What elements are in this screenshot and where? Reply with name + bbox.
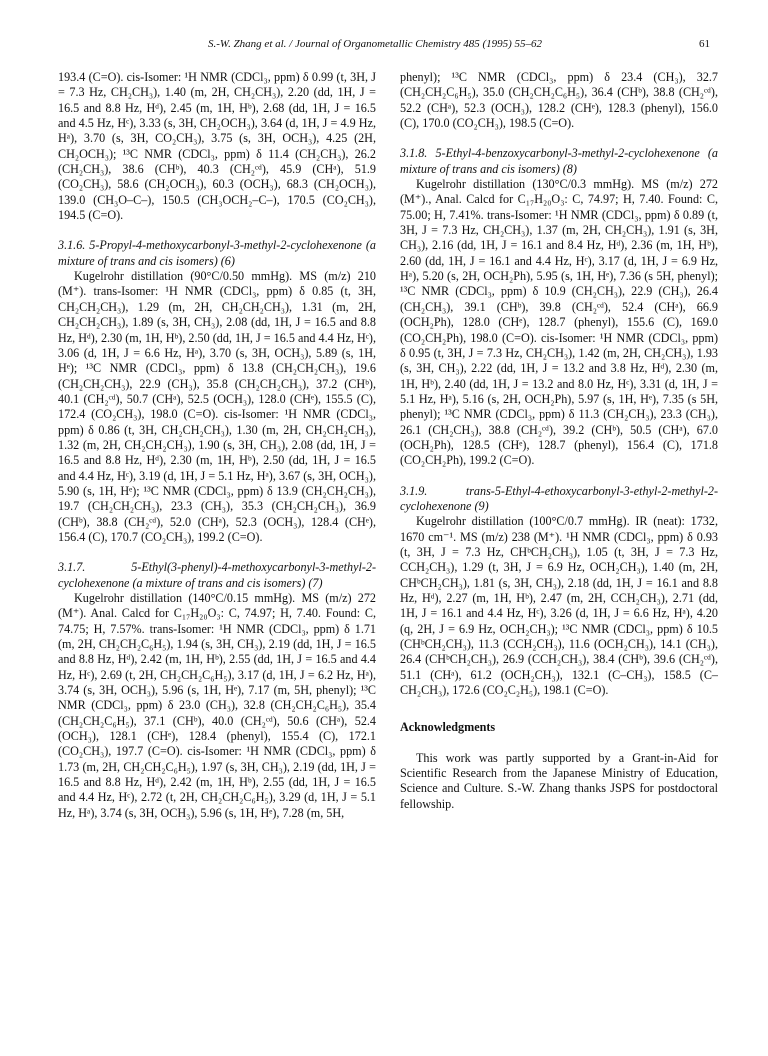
acknowledgments-text: This work was partly supported by a Grant-in-Aid for Scientific Research from the Japanese Ministry of Education, Science and Culture. S.-W. Zhang thanks JSPS for postdoctoral fellowship. (400, 750, 718, 811)
page-number: 61 (699, 38, 710, 50)
section-heading-3-1-6: 3.1.6. 5-Propyl-4-methoxycarbonyl-3-methyl-2-cyclohexenone (a mixture of trans and cis isomers) (6) (58, 238, 376, 268)
paragraph-compound-9-data: Kugelrohr distillation (100°C/0.7 mmHg). IR (neat): 1732, 1670 cm⁻¹. MS (m/z) 238 (M⁺). ¹H NMR (CDCl₃, ppm) δ 0.93 (t, 3H, J = 7.3 Hz, CHᵇCH₂CH₃), 1.05 (t, 3H, J = 7.3 Hz, CCH₂CH₃), 1.29 (t, 3H, J = 6.9 Hz, OCH₂CH₃), 1.40 (m, 2H, CHᵇCH₂CH₃), 1.81 (s, 3H, CH₃), 2.18 (dd, 1H, J = 16.1 and 8.8 Hz, Hᵈ), 2.27 (m, 1H, Hᵇ), 2.47 (m, 2H, CCH₂CH₃), 2.71 (dd, 1H, J = 16.1 and 4.4 Hz, Hᶜ), 3.26 (d, 1H, J = 6.6 Hz, Hᵃ), 4.20 (q, 2H, J = 6.9 Hz, OCH₂CH₃); ¹³C NMR (CDCl₃, ppm) δ 10.5 (CHᵇCH₂CH₃), 11.3 (CCH₂CH₃), 11.6 (OCH₂CH₃), 14.1 (CH₃), 26.4 (CHᵇCH₂CH₃), 26.9 (CCH₂CH₃), 38.4 (CHᵇ), 39.6 (CH₂ᶜᵈ), 51.1 (CHᵃ), 61.2 (OCH₂CH₃), 132.1 (C–CH₃), 158.5 (C–CH₂CH₃), 172.6 (CO₂C₂H₅), 198.1 (C=O). (400, 514, 718, 698)
paragraph-compound-7-cont: phenyl); ¹³C NMR (CDCl₃, ppm) δ 23.4 (CH₃), 32.7 (CH₂CH₂C₆H₅), 35.0 (CH₂CH₂C₆H₅), 36.4 (CHᵇ), 38.8 (CH₂ᶜᵈ), 52.2 (CHᵃ), 52.3 (OCH₃), 128.2 (CHᵉ), 128.3 (phenyl), 156.0 (C), 170.0 (CO₂CH₃), 198.5 (C=O). (400, 70, 718, 131)
paragraph-compound-5-cis-data: 193.4 (C=O). cis-Isomer: ¹H NMR (CDCl₃, ppm) δ 0.99 (t, 3H, J = 7.3 Hz, CH₂CH₃), 1.40 (m, 2H, CH₂CH₃), 2.20 (dd, 1H, J = 16.5 and 8.8 Hz, Hᵈ), 2.45 (m, 1H, Hᵇ), 2.68 (dd, 1H, J = 16.5 and 4.5 Hz, Hᶜ), 3.33 (s, 3H, CH₂OCH₃), 3.64 (d, 1H, J = 4.9 Hz, Hᵃ), 3.70 (s, 3H, CO₂CH₃), 3.75 (s, 3H, OCH₃), 4.25 (2H, CH₂OCH₃); ¹³C NMR (CDCl₃, ppm) δ 11.4 (CH₂CH₃), 26.2 (CH₂CH₃), 38.6 (CHᵇ), 40.3 (CH₂ᶜᵈ), 45.9 (CHᵃ), 51.9 (CO₂CH₃), 58.6 (CH₂OCH₃), 60.3 (OCH₃), 68.3 (CH₂OCH₃), 139.0 (CH₃O–C–), 150.5 (CH₃OCH₂–C–), 170.5 (CO₂CH₃), 194.5 (C=O). (58, 70, 376, 223)
section-heading-3-1-8: 3.1.8. 5-Ethyl-4-benzoxycarbonyl-3-methyl-2-cyclohexenone (a mixture of trans and cis isomers) (8) (400, 146, 718, 176)
running-head: S.-W. Zhang et al. / Journal of Organometallic Chemistry 485 (1995) 55–62 (208, 38, 543, 50)
paragraph-compound-6-data: Kugelrohr distillation (90°C/0.50 mmHg). MS (m/z) 210 (M⁺). trans-Isomer: ¹H NMR (CDCl₃, ppm) δ 0.85 (t, 3H, CH₂CH₂CH₃), 1.29 (m, 2H, CH₂CH₂CH₃), 1.31 (m, 2H, CH₂CH₂CH₃), 1.89 (s, 3H, CH₃), 2.08 (dd, 1H, J = 16.5 and 8.8 Hz, Hᵈ), 2.30 (m, 1H, Hᵇ), 2.50 (dd, 1H, J = 16.5 and 4.4 Hz, Hᶜ), 3.06 (d, 1H, J = 6.6 Hz, Hᵃ), 3.70 (s, 3H, OCH₃), 5.89 (s, 1H, Hᵉ); ¹³C NMR (CDCl₃, ppm) δ 13.8 (CH₂CH₂CH₃), 19.6 (CH₂CH₂CH₃), 22.9 (CH₃), 35.8 (CH₂CH₂CH₃), 37.2 (CHᵇ), 40.1 (CH₂ᶜᵈ), 50.7 (CHᵃ), 52.5 (OCH₃), 128.0 (CHᵉ), 155.5 (C), 172.4 (CO₂CH₃), 198.0 (C=O). cis-Isomer: ¹H NMR (CDCl₃, ppm) δ 0.86 (t, 3H, CH₂CH₂CH₃), 1.30 (m, 2H, CH₂CH₂CH₃), 1.32 (m, 2H, CH₂CH₂CH₃), 1.90 (s, 3H, CH₃), 2.08 (dd, 1H, J = 16.5 and 8.8 Hz, Hᵈ), 2.30 (m, 1H, Hᵇ), 2.50 (dd, 1H, J = 16.5 and 4.4 Hz, Hᶜ), 3.19 (d, 1H, J = 5.1 Hz, Hᵃ), 3.67 (s, 3H, OCH₃), 5.90 (s, 1H, Hᵉ); ¹³C NMR (CDCl₃, ppm) δ 13.9 (CH₂CH₂CH₃), 19.7 (CH₂CH₂CH₃), 23.3 (CH₃), 35.3 (CH₂CH₂CH₃), 36.9 (CHᵇ), 38.8 (CH₂ᶜᵈ), 52.0 (CHᵃ), 52.3 (OCH₃), 128.4 (CHᵉ), 156.4 (C), 170.7 (CO₂CH₃), 199.2 (C=O). (58, 269, 376, 544)
section-heading-3-1-9: 3.1.9. trans-5-Ethyl-4-ethoxycarbonyl-3-ethyl-2-methyl-2-cyclohexenone (9) (400, 483, 718, 513)
right-column (400, 70, 718, 812)
acknowledgments-heading: Acknowledgments (400, 720, 496, 735)
section-heading-3-1-7: 3.1.7. 5-Ethyl(3-phenyl)-4-methoxycarbonyl-3-methyl-2-cyclohexenone (a mixture of trans and cis isomers) (7) (58, 560, 376, 590)
running-header (58, 38, 710, 54)
paragraph-compound-7-data: Kugelrohr distillation (140°C/0.15 mmHg). MS (m/z) 272 (M⁺). Anal. Calcd for C₁₇H₂₀O₃: C, 74.97; H, 7.40. Found: C, 74.75; H, 7.57%. trans-Isomer: ¹H NMR (CDCl₃, ppm) δ 1.71 (m, 2H, CH₂CH₂C₆H₅), 1.94 (s, 3H, CH₃), 2.19 (dd, 1H, J = 16.5 and 8.8 Hz, Hᵈ), 2.42 (m, 1H, Hᵇ), 2.55 (dd, 1H, J = 16.5 and 4.4 Hz, Hᶜ), 2.69 (t, 2H, CH₂CH₂C₆H₅), 3.17 (d, 1H, J = 6.2 Hz, Hᵃ), 3.74 (s, 3H, OCH₃), 5.96 (s, 1H, Hᵉ), 7.17 (m, 5H, phenyl); ¹³C NMR (CDCl₃, ppm) δ 23.0 (CH₃), 32.8 (CH₂CH₂C₆H₅), 35.4 (CH₂CH₂C₆H₅), 37.1 (CHᵇ), 40.0 (CH₂ᶜᵈ), 50.6 (CHᵃ), 52.4 (OCH₃), 128.1 (CHᵉ), 128.4 (phenyl), 155.4 (C), 172.1 (CO₂CH₃), 197.7 (C=O). cis-Isomer: ¹H NMR (CDCl₃, ppm) δ 1.73 (m, 2H, CH₂CH₂C₆H₅), 1.97 (s, 3H, CH₃), 2.19 (dd, 1H, J = 16.5 and 8.8 Hz, Hᵈ), 2.42 (m, 1H, Hᵇ), 2.55 (dd, 1H, J = 16.5 and 4.4 Hz, Hᶜ), 2.72 (t, 2H, CH₂CH₂C₆H₅), 3.29 (d, 1H, J = 5.1 Hz, Hᵃ), 3.74 (s, 3H, OCH₃), 5.96 (s, 1H, Hᵉ), 7.28 (m, 5H, (58, 591, 376, 820)
left-column (58, 70, 376, 821)
paragraph-compound-8-data: Kugelrohr distillation (130°C/0.3 mmHg). MS (m/z) 272 (M⁺)., Anal. Calcd for C₁₇H₂₀O₃: C, 74.97; H, 7.40. Found: C, 75.00; H, 7.41%. trans-Isomer: ¹H NMR (CDCl₃, ppm) δ 0.89 (t, 3H, J = 7.3 Hz, CH₂CH₃), 1.37 (m, 2H, CH₂CH₃), 1.91 (s, 3H, CH₃), 2.16 (dd, 1H, J = 16.1 and 8.4 Hz, Hᵈ), 2.36 (m, 1H, Hᵇ), 2.60 (dd, 1H, J = 16.1 and 4.4 Hz, Hᶜ), 3.17 (d, 1H, J = 6.9 Hz, Hᵃ), 5.20 (s, 2H, OCH₂Ph), 5.95 (s, 1H, Hᵉ), 7.36 (s 5H, phenyl); ¹³C NMR (CDCl₃, ppm) δ 10.9 (CH₂CH₃), 22.9 (CH₃), 26.4 (CH₂CH₃), 39.1 (CHᵇ), 39.8 (CH₂ᶜᵈ), 52.4 (CHᵃ), 66.9 (OCH₂Ph), 128.0 (CHᵉ), 128.7 (phenyl), 155.6 (C), 169.0 (CO₂CH₂Ph), 198.0 (C=O). cis-Isomer: ¹H NMR (CDCl₃, ppm) δ 0.95 (t, 3H, J = 7.3 Hz, CH₂CH₃), 1.42 (m, 2H, CH₂CH₃), 1.93 (s, 3H, CH₃), 2.22 (dd, 1H, J = 13.2 and 3.8 Hz, Hᵈ), 2.30 (m, 1H, Hᵇ), 2.40 (dd, 1H, J = 13.2 and 8.0 Hz, Hᶜ), 3.31 (d, 1H, J = 5.1 Hz, Hᵃ), 5.16 (s, 2H, OCH₂Ph), 5.97 (s, 1H, Hᵉ), 7.35 (s 5H, phenyl); ¹³C NMR (CDCl₃, ppm) δ 11.3 (CH₂CH₃), 23.3 (CH₃), 26.1 (CH₂CH₃), 38.8 (CH₂ᶜᵈ), 39.2 (CHᵇ), 50.5 (CHᵃ), 67.0 (OCH₂Ph), 128.5 (CHᵉ), 128.7 (phenyl), 156.4 (C), 171.8 (CO₂CH₂Ph), 199.2 (C=O). (400, 177, 718, 468)
